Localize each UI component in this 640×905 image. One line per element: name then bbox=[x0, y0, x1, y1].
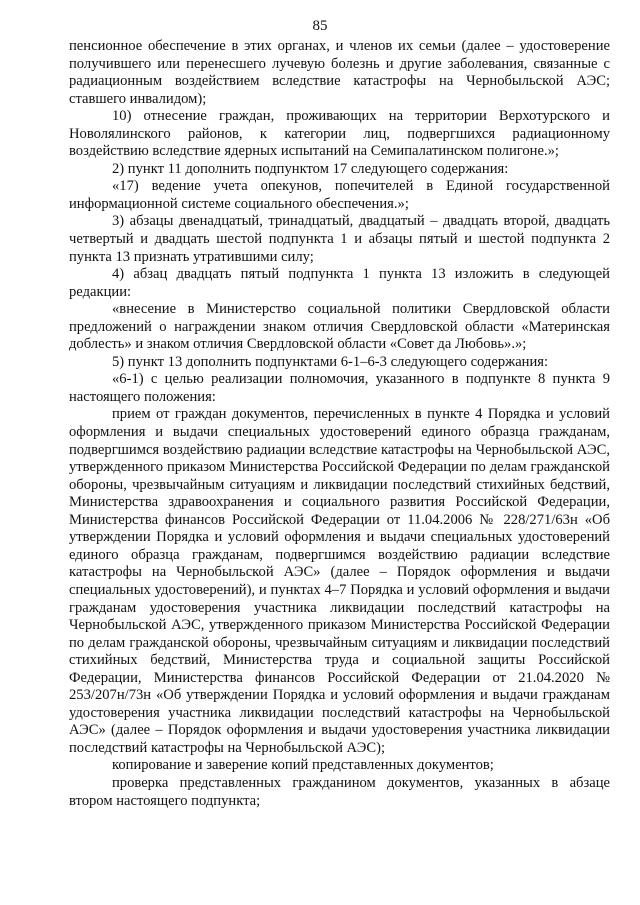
paragraph-item-5: 5) пункт 13 дополнить подпунктами 6-1–6-3 следующего содержания: bbox=[112, 353, 549, 370]
paragraph-document-intake: прием от граждан документов, перечисленных в пункте 4 Порядка и условий оформления и выдачи специальных удостоверений единого образца гражданам, подвергшимся воздействию радиации вследствие катастрофы на Чернобыльской АЭС, утвержденного приказом Министерства Российской Федерации по делам гражданской обороны, чрезвычайным ситуациям и ликвидации последствий стихийных бедствий, Министерства здравоохранения и социального развития Российской Федерации, Министерства финансов Российской Федерации от 11.04.2006 № 228/271/63н «Об утверждении Порядка и условий оформления и выдачи специальных удостоверений единого образца гражданам, подвергшимся воздействию радиации вследствие катастрофы на Чернобыльской АЭС» (далее – Порядок оформления и выдачи специальных удостоверений), и пунктах 4–7 Порядка и условий оформления и выдачи гражданам удостоверения участника ликвидации последствий катастрофы на Чернобыльской АЭС, утвержденного приказом Министерства Российской Федерации по делам гражданской обороны, чрезвычайным ситуациям и ликвидации последствий стихийных бедствий, Министерства труда и социальной защиты Российской Федерации, Министерства финансов Российской Федерации от 21.04.2020 № 253/207н/73н «Об утверждении Порядка и условий оформления и выдачи гражданам удостоверения участника ликвидации последствий катастрофы на Чернобыльской АЭС» (далее – Порядок оформления и выдачи удостоверения участника ликвидации последствий катастрофы на Чернобыльской АЭС); bbox=[69, 406, 610, 756]
paragraph-continuation: пенсионное обеспечение в этих органах, и членов их семьи (далее – удостоверение получившего или перенесшего лучевую болезнь и другие заболевания, связанные с радиационным воздействием вследствие катастрофы на Чернобыльской АЭС; ставшего инвалидом); bbox=[69, 38, 610, 107]
paragraph-item-6-1: «6-1) с целью реализации полномочия, указанного в подпункте 8 пункта 9 настоящего положения: bbox=[69, 371, 610, 405]
paragraph-item-10: 10) отнесение граждан, проживающих на территории Верхотурского и Новолялинского районов, к категории лиц, подвергшихся радиационному воздействию вследствие ядерных испытаний на Семипалатинском полигоне.»; bbox=[69, 108, 610, 160]
paragraph-copying: копирование и заверение копий представленных документов; bbox=[112, 757, 494, 774]
paragraph-item-4: 4) абзац двадцать пятый подпункта 1 пункта 13 изложить в следующей редакции: bbox=[69, 266, 610, 300]
paragraph-quote-award: «внесение в Министерство социальной политики Свердловской области предложений о награждении знаком отличия Свердловской области «Материнская доблесть» и знаком отличия Свердловской области «Совет да Любовь».»; bbox=[69, 301, 610, 353]
paragraph-item-2: 2) пункт 11 дополнить подпунктом 17 следующего содержания: bbox=[112, 160, 509, 177]
paragraph-item-17: «17) ведение учета опекунов, попечителей в Единой государственной информационной системе социального обеспечения.»; bbox=[69, 178, 610, 212]
document-body bbox=[69, 38, 610, 810]
paragraph-item-3: 3) абзацы двенадцатый, тринадцатый, двадцатый – двадцать второй, двадцать четвертый и двадцать шестой подпункта 1 и абзацы пятый и шестой подпункта 2 пункта 13 признать утратившими силу; bbox=[69, 213, 610, 265]
paragraph-verification: проверка представленных гражданином документов, указанных в абзаце втором настоящего подпункта; bbox=[69, 774, 610, 809]
page-number: 85 bbox=[312, 18, 328, 34]
